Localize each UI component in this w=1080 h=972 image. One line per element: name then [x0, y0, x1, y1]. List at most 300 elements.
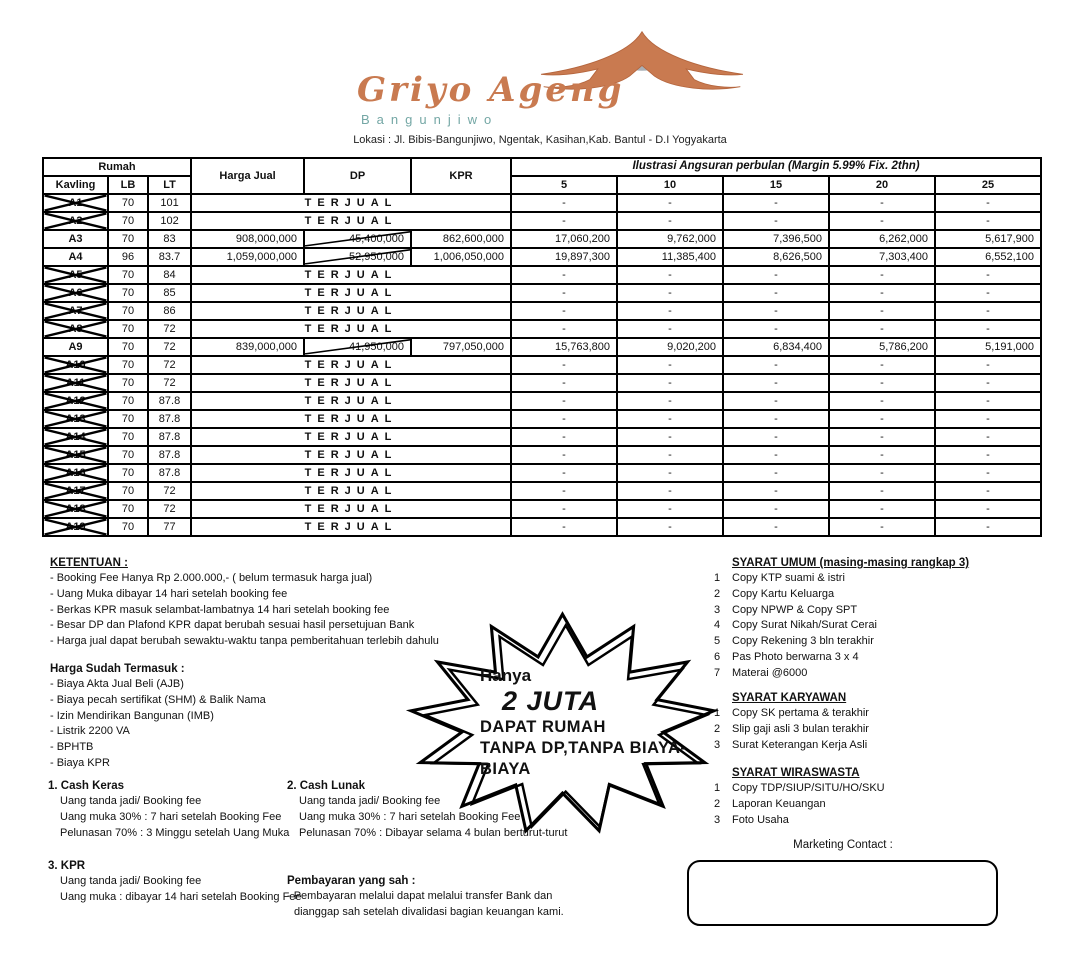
- lb-cell: [108, 266, 148, 284]
- table-row: [43, 248, 1041, 266]
- table-row: [43, 338, 1041, 356]
- lt-value: 87.8: [158, 466, 181, 479]
- sold-label: TERJUAL: [304, 268, 398, 281]
- kavling-cell: [43, 500, 108, 518]
- empty-mark: -: [880, 484, 884, 497]
- sold-label: TERJUAL: [304, 304, 398, 317]
- sold-cell: [191, 284, 511, 302]
- kavling-label: A16: [65, 466, 86, 479]
- item-number: 7: [714, 666, 721, 679]
- item-text: Copy Rekening 3 bln terakhir: [732, 635, 874, 648]
- kavling-label: A10: [65, 358, 86, 371]
- lt-value: 87.8: [158, 394, 181, 407]
- angsuran-cell: [511, 464, 617, 482]
- kavling-cell: [43, 374, 108, 392]
- lb-cell: [108, 392, 148, 410]
- item-text: Copy KTP suami & istri: [732, 572, 845, 584]
- angsuran-cell: [829, 230, 935, 248]
- lt-value: 72: [163, 484, 176, 497]
- section-title: KETENTUAN :: [50, 557, 128, 569]
- angsuran-cell: [723, 248, 829, 266]
- promo-text: [480, 666, 700, 780]
- empty-mark: -: [668, 196, 672, 209]
- empty-mark: -: [986, 394, 990, 407]
- lb-value: 70: [121, 484, 135, 497]
- lb-value: 70: [121, 520, 135, 533]
- lt-value: 87.8: [158, 412, 181, 425]
- kpr-cell: [411, 248, 511, 266]
- marketing-contact-box: [687, 860, 998, 926]
- angsuran-cell: [511, 248, 617, 266]
- angsuran-cell: [935, 428, 1041, 446]
- angsuran-cell: [617, 338, 723, 356]
- harga-jual-value: 908,000,000: [235, 232, 298, 245]
- col-header-tenor-5: 5: [511, 176, 617, 194]
- sold-label: TERJUAL: [304, 376, 398, 389]
- empty-mark: -: [562, 196, 566, 209]
- harga-termasuk-item: - Biaya KPR: [50, 756, 110, 769]
- kavling-cell: [43, 518, 108, 536]
- angsuran-cell: [935, 302, 1041, 320]
- pembayaran-line: - Pembayaran melalui dapat melalui transfer Bank dan: [287, 890, 553, 902]
- angsuran-value: 9,020,200: [667, 340, 717, 353]
- lt-cell: [148, 212, 191, 230]
- lt-cell: [148, 194, 191, 212]
- empty-mark: -: [880, 430, 884, 443]
- sold-label: TERJUAL: [304, 412, 398, 425]
- lb-value: 70: [121, 376, 135, 389]
- lb-cell: [108, 428, 148, 446]
- sold-cell: [191, 482, 511, 500]
- sold-label: TERJUAL: [304, 358, 398, 371]
- empty-mark: -: [668, 448, 672, 461]
- sold-label: TERJUAL: [304, 502, 398, 515]
- item-number: 5: [714, 635, 721, 648]
- angsuran-value: 5,617,900: [985, 232, 1035, 245]
- lb-value: 70: [121, 232, 135, 245]
- sold-cell: [191, 518, 511, 536]
- angsuran-cell: [617, 284, 723, 302]
- sold-cell: [191, 410, 511, 428]
- sold-label: TERJUAL: [304, 466, 398, 479]
- cash-lunak-item: Uang tanda jadi/ Booking fee: [299, 795, 441, 807]
- table-row: [43, 212, 1041, 230]
- lb-cell: [108, 482, 148, 500]
- angsuran-cell: [829, 284, 935, 302]
- angsuran-cell: [935, 266, 1041, 284]
- dp-cell: [304, 338, 411, 356]
- angsuran-cell: [617, 194, 723, 212]
- empty-mark: -: [880, 394, 884, 407]
- empty-mark: -: [986, 412, 990, 425]
- empty-mark: -: [986, 214, 990, 227]
- lt-cell: [148, 392, 191, 410]
- col-header-lb: LB: [108, 176, 148, 194]
- angsuran-cell: [723, 338, 829, 356]
- item-number: 3: [714, 603, 721, 616]
- item-text: Materai @6000: [732, 666, 808, 679]
- empty-mark: -: [774, 466, 778, 479]
- empty-mark: -: [774, 412, 778, 425]
- kavling-label: A13: [65, 412, 86, 425]
- empty-mark: -: [774, 358, 778, 371]
- empty-mark: -: [986, 484, 990, 497]
- angsuran-cell: [617, 482, 723, 500]
- col-header-tenor-10: 10: [617, 176, 723, 194]
- angsuran-cell: [511, 284, 617, 302]
- sold-cell: [191, 356, 511, 374]
- angsuran-value: 5,191,000: [985, 340, 1035, 353]
- kpr-cell: [411, 230, 511, 248]
- promo-line: DAPAT RUMAH: [480, 718, 606, 736]
- empty-mark: -: [986, 286, 990, 299]
- kavling-label: A14: [65, 430, 86, 443]
- angsuran-cell: [829, 518, 935, 536]
- cash-keras-item: Pelunasan 70% : 3 Minggu setelah Uang Muka: [60, 826, 290, 839]
- kavling-cell: [43, 464, 108, 482]
- angsuran-value: 9,762,000: [667, 232, 717, 245]
- angsuran-cell: [617, 392, 723, 410]
- lt-cell: [148, 518, 191, 536]
- item-text: Copy Surat Nikah/Surat Cerai: [732, 619, 877, 632]
- kavling-label: A7: [68, 304, 83, 317]
- empty-mark: -: [668, 322, 672, 335]
- lt-cell: [148, 320, 191, 338]
- cash-lunak-item: Pelunasan 70% : Dibayar selama 4 bulan berturut-turut: [299, 826, 568, 839]
- harga-termasuk-item: - BPHTB: [50, 741, 94, 754]
- empty-mark: -: [562, 268, 566, 281]
- empty-mark: -: [880, 412, 884, 425]
- empty-mark: -: [668, 304, 672, 317]
- item-number: 2: [714, 587, 721, 600]
- harga-termasuk-item: - Biaya pecah sertifikat (SHM) & Balik Nama: [50, 693, 266, 706]
- kavling-cell: [43, 392, 108, 410]
- section-title: 1. Cash Keras: [48, 780, 125, 792]
- empty-mark: -: [774, 268, 778, 281]
- angsuran-value: 17,060,200: [554, 232, 611, 245]
- table-row: [43, 356, 1041, 374]
- lt-cell: [148, 410, 191, 428]
- lb-cell: [108, 374, 148, 392]
- angsuran-cell: [617, 500, 723, 518]
- sold-label: TERJUAL: [304, 322, 398, 335]
- angsuran-cell: [829, 482, 935, 500]
- lb-cell: [108, 302, 148, 320]
- empty-mark: -: [668, 286, 672, 299]
- angsuran-cell: [723, 194, 829, 212]
- harga-termasuk-item: - Listrik 2200 VA: [50, 725, 130, 738]
- cash-keras-item: Uang muka 30% : 7 hari setelah Booking Fee: [60, 810, 282, 823]
- marketing-contact-label: Marketing Contact :: [793, 839, 893, 851]
- empty-mark: -: [774, 394, 778, 407]
- promo-line: 2 JUTA: [502, 686, 600, 716]
- angsuran-value: 15,763,800: [554, 340, 611, 353]
- lt-cell: [148, 302, 191, 320]
- kavling-label: A1: [68, 196, 83, 209]
- angsuran-value: 6,262,000: [879, 232, 929, 245]
- empty-mark: -: [774, 196, 778, 209]
- lb-cell: [108, 230, 148, 248]
- lt-value: 83: [163, 232, 176, 245]
- empty-mark: -: [774, 484, 778, 497]
- empty-mark: -: [774, 322, 778, 335]
- col-header-lt: LT: [148, 176, 191, 194]
- lt-value: 87.8: [158, 448, 181, 461]
- angsuran-cell: [511, 194, 617, 212]
- col-header-tenor-25: 25: [935, 176, 1041, 194]
- col-header-kavling: Kavling: [43, 176, 108, 194]
- angsuran-cell: [935, 194, 1041, 212]
- table-row: [43, 230, 1041, 248]
- kavling-label: A17: [65, 484, 86, 497]
- angsuran-cell: [935, 212, 1041, 230]
- angsuran-value: 6,834,400: [773, 340, 823, 353]
- dp-cell: [304, 230, 411, 248]
- empty-mark: -: [562, 412, 566, 425]
- angsuran-cell: [617, 410, 723, 428]
- brand-subname: Bangunjiwo: [361, 112, 499, 127]
- angsuran-cell: [617, 230, 723, 248]
- angsuran-cell: [723, 518, 829, 536]
- empty-mark: -: [986, 502, 990, 515]
- lt-value: 72: [163, 358, 176, 371]
- lt-cell: [148, 284, 191, 302]
- angsuran-cell: [723, 446, 829, 464]
- kavling-label: A8: [68, 322, 83, 335]
- syarat-umum-item: [714, 666, 969, 682]
- lb-cell: [108, 446, 148, 464]
- empty-mark: -: [562, 466, 566, 479]
- table-row: [43, 392, 1041, 410]
- lb-cell: [108, 464, 148, 482]
- angsuran-cell: [935, 320, 1041, 338]
- lt-cell: [148, 230, 191, 248]
- empty-mark: -: [880, 304, 884, 317]
- angsuran-cell: [511, 212, 617, 230]
- sold-cell: [191, 428, 511, 446]
- price-table: [42, 157, 1042, 537]
- lb-value: 70: [121, 304, 135, 317]
- kavling-cell: [43, 194, 108, 212]
- price-table-body: [43, 194, 1041, 536]
- angsuran-cell: [935, 338, 1041, 356]
- angsuran-value: 8,626,500: [773, 250, 823, 263]
- angsuran-cell: [829, 338, 935, 356]
- lb-cell: [108, 320, 148, 338]
- empty-mark: -: [986, 268, 990, 281]
- angsuran-cell: [617, 464, 723, 482]
- kpr-cell: [411, 338, 511, 356]
- section-harga-termasuk: [50, 661, 266, 772]
- table-row: [43, 482, 1041, 500]
- angsuran-cell: [617, 518, 723, 536]
- sold-cell: [191, 194, 511, 212]
- angsuran-cell: [829, 194, 935, 212]
- angsuran-value: 7,303,400: [879, 250, 929, 263]
- lt-cell: [148, 482, 191, 500]
- syarat-karyawan-item: [714, 706, 869, 722]
- empty-mark: -: [880, 196, 884, 209]
- syarat-umum-item: [714, 650, 969, 666]
- header-row-1: [43, 158, 1041, 176]
- item-text: Slip gaji asli 3 bulan terakhir: [732, 722, 869, 735]
- angsuran-cell: [935, 392, 1041, 410]
- lt-value: 72: [163, 376, 176, 389]
- empty-mark: -: [880, 448, 884, 461]
- angsuran-cell: [723, 266, 829, 284]
- lb-value: 70: [121, 286, 135, 299]
- angsuran-cell: [723, 302, 829, 320]
- sold-cell: [191, 446, 511, 464]
- lt-cell: [148, 338, 191, 356]
- section-title: 2. Cash Lunak: [287, 780, 365, 792]
- promo-starburst: [405, 608, 720, 840]
- item-number: 6: [714, 650, 721, 663]
- section-pembayaran: [287, 873, 564, 921]
- harga-termasuk-item: - Izin Mendirikan Bangunan (IMB): [50, 709, 214, 722]
- kavling-cell: [43, 302, 108, 320]
- empty-mark: -: [774, 304, 778, 317]
- empty-mark: -: [668, 376, 672, 389]
- item-number: 1: [714, 572, 721, 584]
- angsuran-cell: [723, 392, 829, 410]
- empty-mark: -: [986, 520, 990, 533]
- syarat-umum-item: [714, 571, 969, 587]
- angsuran-cell: [829, 392, 935, 410]
- lt-cell: [148, 446, 191, 464]
- angsuran-cell: [935, 518, 1041, 536]
- col-header-tenor-15: 15: [723, 176, 829, 194]
- lb-cell: [108, 338, 148, 356]
- empty-mark: -: [668, 214, 672, 227]
- empty-mark: -: [774, 448, 778, 461]
- angsuran-value: 7,396,500: [773, 232, 823, 245]
- location-text: Lokasi : Jl. Bibis-Bangunjiwo, Ngentak, Kasihan,Kab. Bantul - D.I Yogyakarta: [353, 134, 727, 146]
- angsuran-cell: [511, 374, 617, 392]
- ketentuan-item: - Harga jual dapat berubah sewaktu-waktu tanpa pemberitahuan terlebih dahulu: [50, 635, 439, 648]
- angsuran-cell: [829, 428, 935, 446]
- angsuran-cell: [829, 446, 935, 464]
- kavling-label: A19: [65, 520, 86, 533]
- empty-mark: -: [562, 358, 566, 371]
- table-row: [43, 266, 1041, 284]
- empty-mark: -: [880, 286, 884, 299]
- item-text: Foto Usaha: [732, 813, 789, 826]
- kavling-label: A18: [65, 502, 86, 515]
- item-text: Copy Kartu Keluarga: [732, 587, 835, 600]
- lt-value: 72: [163, 502, 176, 515]
- lt-cell: [148, 374, 191, 392]
- item-text: Copy NPWP & Copy SPT: [732, 603, 858, 616]
- kpr-item: Uang muka : dibayar 14 hari setelah Booking Fee: [60, 890, 302, 903]
- kavling-label: A15: [65, 448, 86, 461]
- table-row: [43, 518, 1041, 536]
- empty-mark: -: [562, 304, 566, 317]
- lb-cell: [108, 500, 148, 518]
- kpr-value: 1,006,050,000: [433, 250, 505, 263]
- table-row: [43, 284, 1041, 302]
- sold-cell: [191, 464, 511, 482]
- kavling-label: A6: [68, 286, 83, 299]
- empty-mark: -: [986, 448, 990, 461]
- angsuran-cell: [723, 464, 829, 482]
- lb-cell: [108, 194, 148, 212]
- angsuran-cell: [511, 500, 617, 518]
- section-title: SYARAT UMUM (masing-masing rangkap 3): [732, 557, 970, 569]
- angsuran-cell: [511, 446, 617, 464]
- col-header-rumah: Rumah: [43, 158, 191, 176]
- kavling-label: A9: [68, 340, 83, 353]
- lt-cell: [148, 356, 191, 374]
- item-text: Copy TDP/SIUP/SITU/HO/SKU: [732, 782, 885, 794]
- lb-cell: [108, 410, 148, 428]
- lt-cell: [148, 500, 191, 518]
- lb-cell: [108, 518, 148, 536]
- item-text: Copy SK pertama & terakhir: [732, 707, 869, 719]
- kavling-label: A3: [68, 232, 83, 245]
- table-row: [43, 428, 1041, 446]
- lb-value: 70: [121, 412, 135, 425]
- lt-value: 72: [163, 322, 176, 335]
- section-kpr: [48, 858, 302, 906]
- lb-value: 70: [121, 430, 135, 443]
- kavling-cell: [43, 230, 108, 248]
- sold-cell: [191, 266, 511, 284]
- sold-cell: [191, 374, 511, 392]
- angsuran-cell: [617, 446, 723, 464]
- empty-mark: -: [668, 484, 672, 497]
- col-header-angsuran-title: Ilustrasi Angsuran perbulan (Margin 5.99% Fix. 2thn): [511, 158, 1041, 176]
- lb-value: 70: [121, 448, 135, 461]
- lt-value: 86: [163, 304, 176, 317]
- harga-jual-cell: [191, 338, 304, 356]
- kavling-label: A2: [68, 214, 83, 227]
- lt-cell: [148, 428, 191, 446]
- empty-mark: -: [986, 322, 990, 335]
- empty-mark: -: [880, 322, 884, 335]
- kavling-cell: [43, 356, 108, 374]
- ketentuan-item: - Uang Muka dibayar 14 hari setelah booking fee: [50, 587, 288, 600]
- kpr-value: 862,600,000: [442, 232, 505, 245]
- section-title: 3. KPR: [48, 860, 86, 872]
- angsuran-value: 19,897,300: [554, 250, 611, 263]
- empty-mark: -: [880, 520, 884, 533]
- angsuran-cell: [829, 212, 935, 230]
- angsuran-cell: [723, 410, 829, 428]
- angsuran-cell: [511, 302, 617, 320]
- angsuran-cell: [511, 410, 617, 428]
- lt-value: 84: [163, 268, 176, 281]
- angsuran-cell: [617, 374, 723, 392]
- table-row: [43, 320, 1041, 338]
- harga-termasuk-item: - Biaya Akta Jual Beli (AJB): [50, 678, 184, 690]
- table-row: [43, 464, 1041, 482]
- empty-mark: -: [562, 286, 566, 299]
- col-header-kpr: KPR: [411, 158, 511, 194]
- ketentuan-item: - Booking Fee Hanya Rp 2.000.000,- ( belum termasuk harga jual): [50, 572, 373, 584]
- sold-cell: [191, 320, 511, 338]
- angsuran-cell: [617, 302, 723, 320]
- angsuran-cell: [935, 248, 1041, 266]
- sold-label: TERJUAL: [304, 430, 398, 443]
- empty-mark: -: [880, 466, 884, 479]
- angsuran-cell: [935, 284, 1041, 302]
- col-header-tenor-20: 20: [829, 176, 935, 194]
- section-title: Pembayaran yang sah :: [287, 875, 416, 887]
- lb-cell: [108, 284, 148, 302]
- kavling-cell: [43, 266, 108, 284]
- angsuran-cell: [723, 230, 829, 248]
